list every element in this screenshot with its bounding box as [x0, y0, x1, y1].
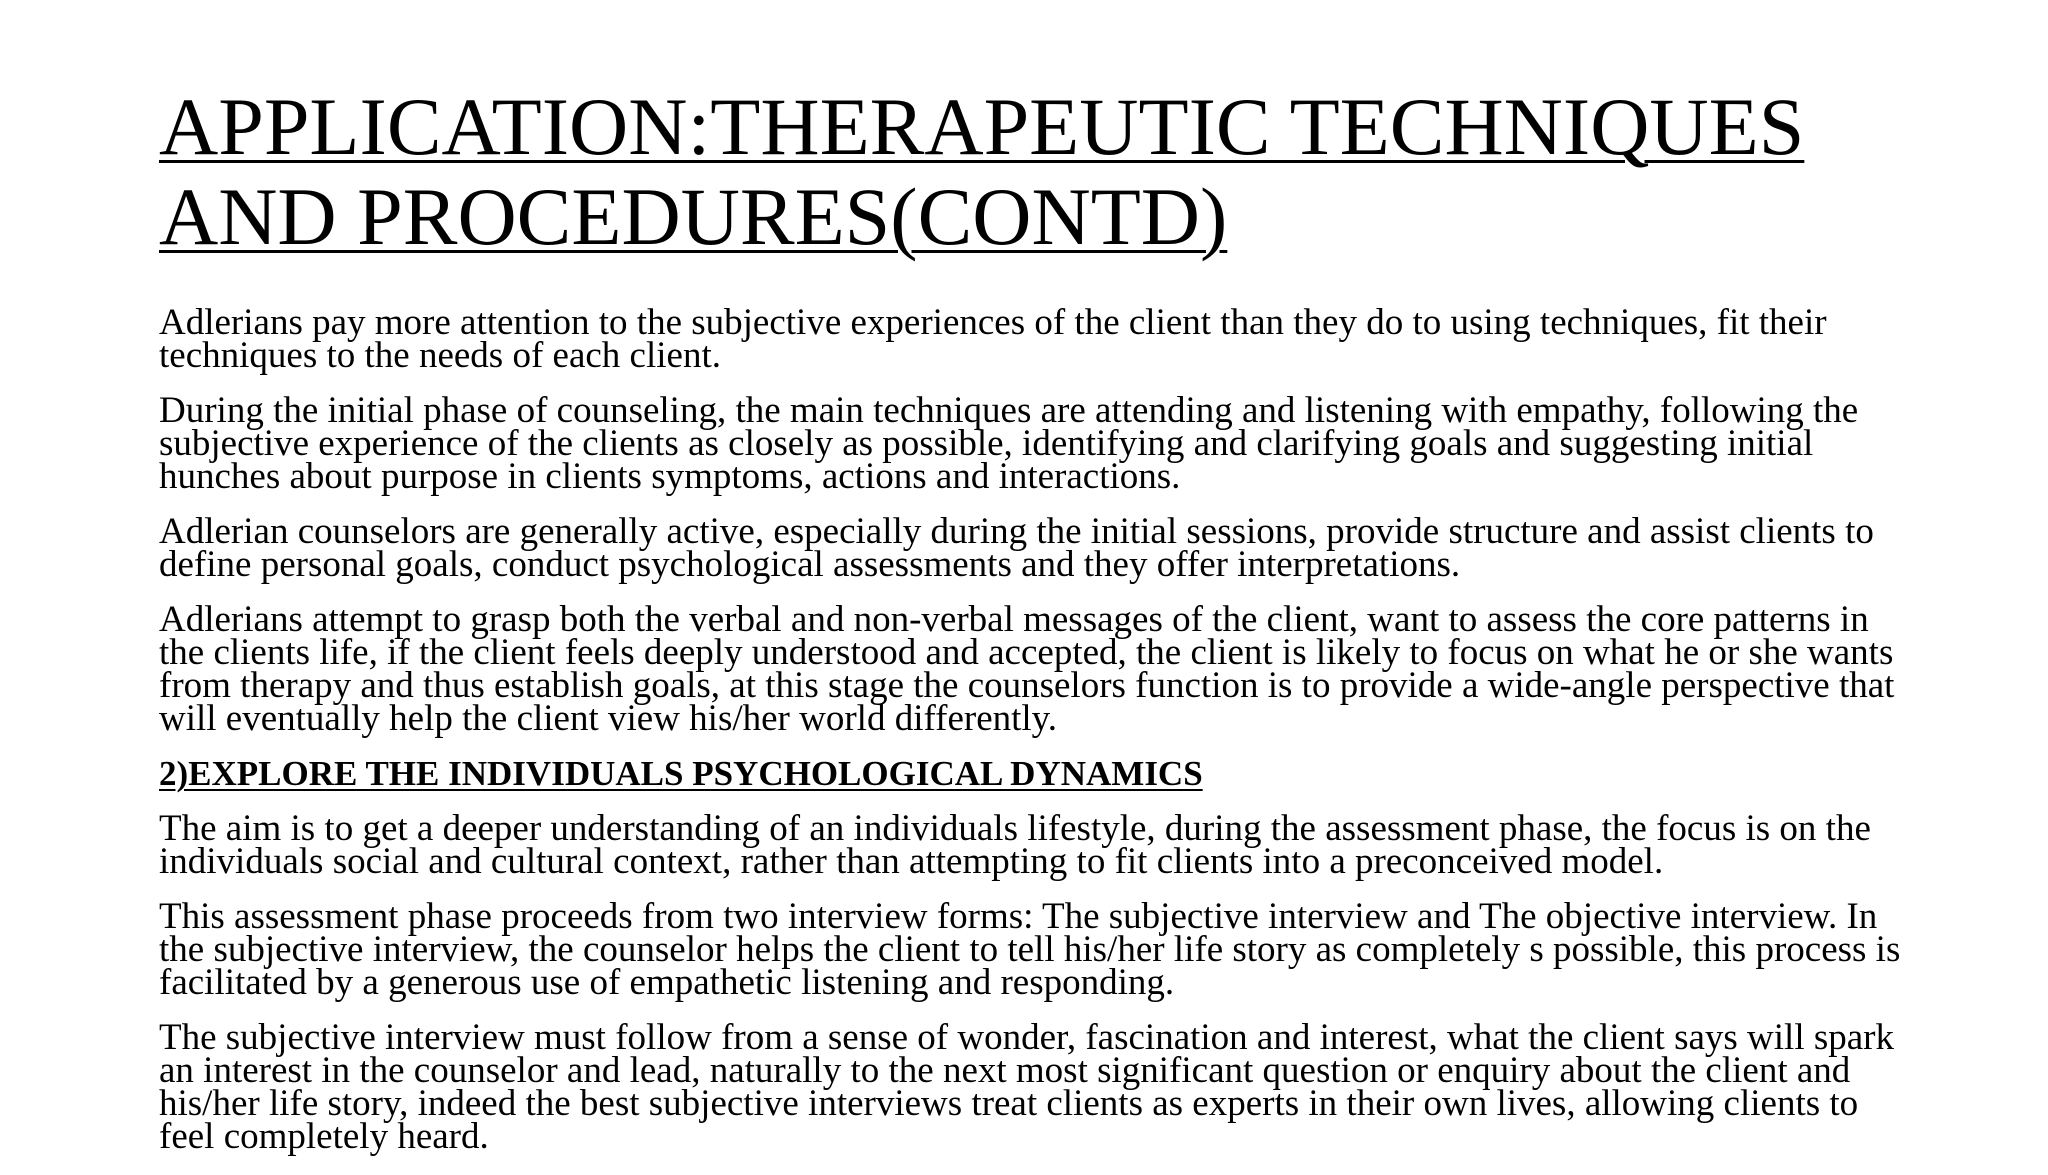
- paragraph: This assessment phase proceeds from two interview forms: The subjective interview and The objective interview. In the subjective interview, the counselor helps the client to tell his/her life story as completely s possible, this process is facilitated by a generous use of empathetic listening and responding.: [159, 896, 1901, 1003]
- paragraph: Adlerian counselors are generally active, especially during the initial sessions, provide structure and assist clients to define personal goals, conduct psychological assessments and they offer interpretations.: [159, 511, 1874, 585]
- slide: [159, 82, 1919, 1175]
- section-heading: 2)EXPLORE THE INDIVIDUALS PSYCHOLOGICAL DYNAMICS: [159, 754, 1203, 793]
- slide-title-line-2: AND PROCEDURES(CONTD): [159, 171, 1228, 262]
- slide-body: [159, 302, 1919, 1157]
- paragraph: The aim is to get a deeper understanding of an individuals lifestyle, during the assessment phase, the focus is on the individuals social and cultural context, rather than attempting to fit clients into a preconceived model.: [159, 808, 1871, 882]
- slide-title-line-1: APPLICATION:THERAPEUTIC TECHNIQUES: [159, 81, 1805, 172]
- paragraph: Adlerians pay more attention to the subjective experiences of the client than they do to using techniques, fit their techniques to the needs of each client.: [159, 302, 1827, 376]
- paragraph: Adlerians attempt to grasp both the verbal and non-verbal messages of the client, want to assess the core patterns in the clients life, if the client feels deeply understood and accepted, the client is likely to focus on what he or she wants from therapy and thus establish goals, at this stage the counselors function is to provide a wide-angle perspective that will eventually help the client view his/her world differently.: [159, 599, 1895, 739]
- slide-title: [159, 82, 1919, 262]
- paragraph: The subjective interview must follow from a sense of wonder, fascination and interest, what the client says will spark an interest in the counselor and lead, naturally to the next most significant question or enquiry about the client and his/her life story, indeed the best subjective interviews treat clients as experts in their own lives, allowing clients to feel completely heard.: [159, 1017, 1894, 1157]
- paragraph: During the initial phase of counseling, the main techniques are attending and listening with empathy, following the subjective experience of the clients as closely as possible, identifying and clarifying goals and suggesting initial hunches about purpose in clients symptoms, actions and interactions.: [159, 390, 1859, 497]
